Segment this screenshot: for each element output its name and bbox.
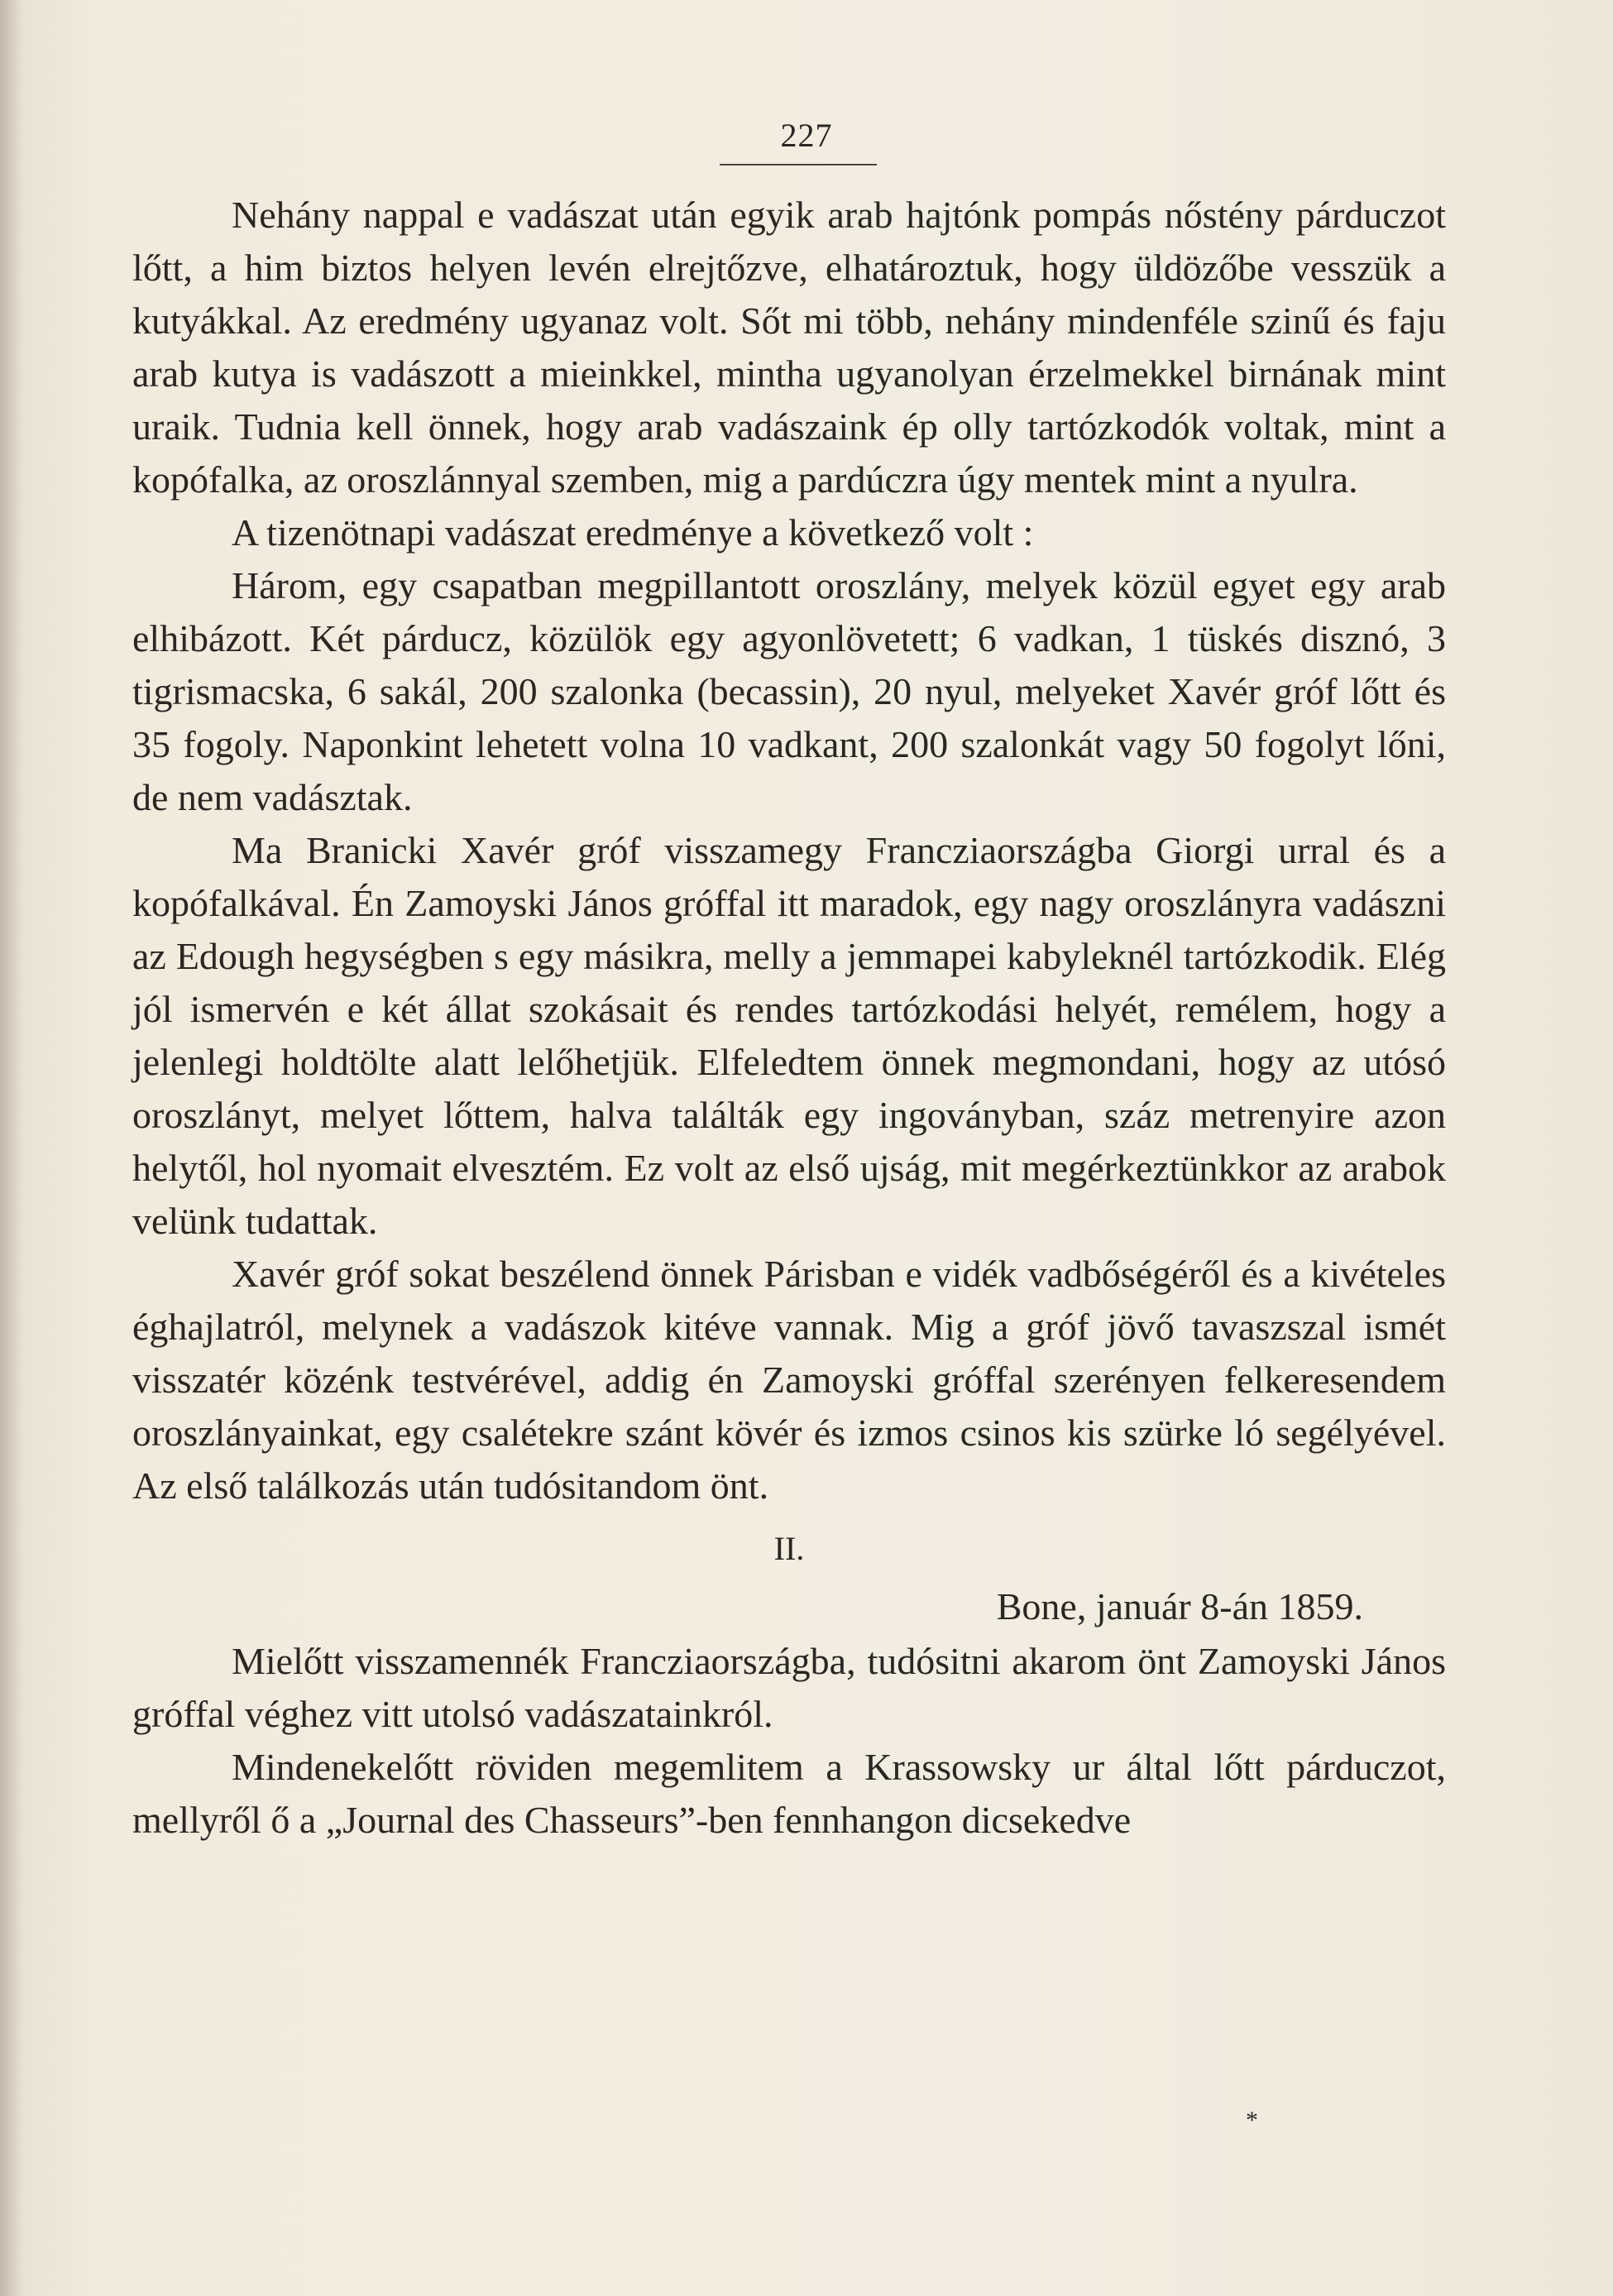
paragraph-5: Xavér gróf sokat beszélend önnek Párisban e vidék vadbőségéről és a kivételes éghajlatról, melynek a vadászok kitéve vannak. Mig a gróf jövő tavaszszal ismét visszatér közénk testvérével, addig én Zamoyski gróffal szerényen felkeresendem oroszlányainkat, egy csalétekre szánt kövér és izmos csinos kis szürke ló segélyével. Az első találkozás után tudósitandom önt. bbox=[132, 1253, 1446, 1507]
paragraph-6: Mielőtt visszamennék Francziaországba, tudósitni akarom önt Zamoyski János gróffal véghez vitt utolsó vadászatainkról. bbox=[132, 1640, 1446, 1735]
paragraph-4: Ma Branicki Xavér gróf visszamegy Francziaországba Giorgi urral és a kopófalkával. Én Zamoyski János gróffal itt maradok, egy nagy oroszlányra vadászni az Edough hegységben s egy másikra, melly a jemmapei kabyleknél tartózkodik. Elég jól ismervén e két állat szokásait és rendes tartózkodási helyét, remélem, hogy a jelenlegi holdtölte alatt lelőhetjük. Elfeledtem önnek megmondani, hogy az utósó oroszlányt, melyet lőttem, halva találták egy ingoványban, száz metrenyire azon helytől, hol nyomait elvesztém. Ez volt az első ujság, mit megérkeztünkkor az arabok velünk tudattak. bbox=[132, 829, 1446, 1242]
page-number: 227 bbox=[780, 117, 833, 154]
paragraph-3: Három, egy csapatban megpillantott oroszlány, melyek közül egyet egy arab elhibázott. Két párducz, közülök egy agyonlövetett; 6 vadkan, 1 tüskés disznó, 3 tigrismacska, 6 sakál, 200 szalonka (becassin), 20 nyul, melyeket Xavér gróf lőtt és 35 fogoly. Naponkint lehetett volna 10 vadkant, 200 szalonkát vagy 50 fogolyt lőni, de nem vadásztak. bbox=[132, 564, 1446, 818]
footnote-mark: * bbox=[1246, 2107, 1258, 2134]
page-number-rule bbox=[720, 164, 877, 165]
dateline: Bone, január 8-án 1859. bbox=[996, 1585, 1363, 1627]
body-text bbox=[132, 189, 1446, 1847]
paragraph-7: Mindenekelőtt röviden megemlitem a Krassowsky ur által lőtt párduczot, mellyről ő a „Journal des Chasseurs”-ben fennhangon dicsekedve bbox=[132, 1746, 1446, 1841]
section-heading: II. bbox=[773, 1530, 805, 1567]
paragraph-1: Nehány nappal e vadászat után egyik arab hajtónk pompás nőstény párduczot lőtt, a him biztos helyen levén elrejtőzve, elhatároztuk, hogy üldözőbe vesszük a kutyákkal. Az eredmény ugyanaz volt. Sőt mi több, nehány mindenféle szinű és faju arab kutya is vadászott a mieinkkel, mintha ugyanolyan érzelmekkel birnának mint uraik. Tudnia kell önnek, hogy arab vadászaink ép olly tartózkodók voltak, mint a kopófalka, az oroszlánnyal szemben, mig a pardúczra úgy mentek mint a nyulra. bbox=[132, 194, 1446, 501]
paragraph-2: A tizenötnapi vadászat eredménye a következő volt : bbox=[232, 511, 1034, 554]
page-gutter-shadow bbox=[0, 0, 23, 2296]
